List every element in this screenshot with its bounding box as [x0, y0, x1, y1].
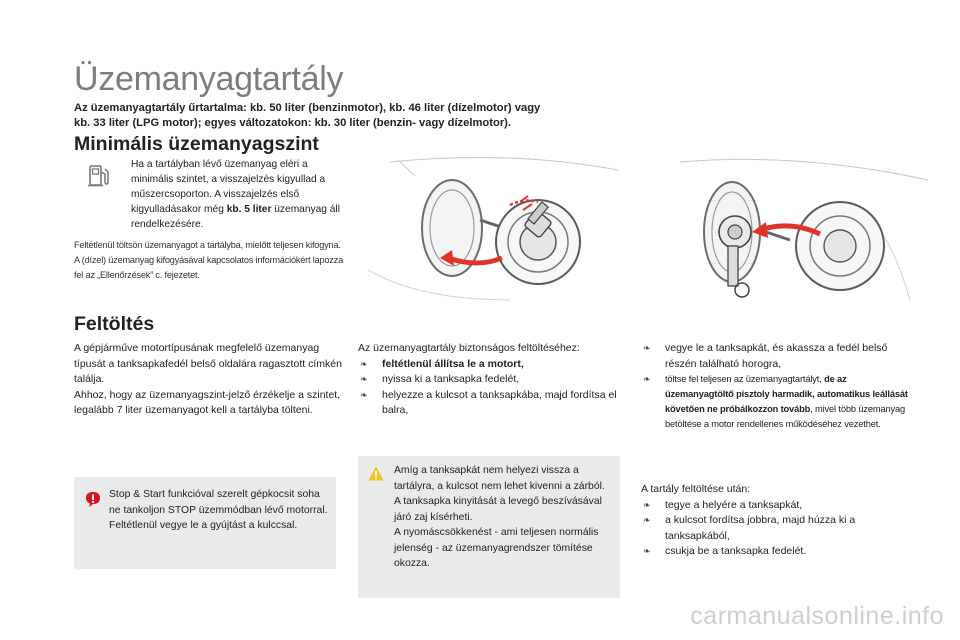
info-text-1: Amíg a tanksapkát nem helyezi vissza a tartályra, a kulcsot nem lehet kivenni a zárból. — [394, 465, 605, 492]
capacity-info — [74, 101, 614, 131]
procedure-step — [358, 357, 628, 373]
right-steps-block — [641, 341, 913, 432]
minimum-text-bold: kb. 5 liter — [226, 204, 272, 215]
info-text-2: A tanksapka kinyitását a levegő beszívásával járó zaj kísérheti. — [394, 496, 602, 523]
after-fill-step-text: a kulcsot fordítsa jobbra, majd húzza ki a tanksapkából, — [665, 514, 856, 542]
bullet-icon: ❧ — [360, 389, 368, 400]
after-fill-step — [641, 544, 913, 560]
info-text-3: A nyomáscsökkenést - ami teljesen normális jelenség - az üzemanyagrendszer tömítése okozza. — [394, 527, 599, 569]
after-fill-block — [641, 482, 913, 560]
procedure-steps — [358, 357, 628, 419]
note-diesel: A (dízel) üzemanyag kifogyásával kapcsolatos információkért lapozza fel az „Ellenőrzések” c. fejezetet. — [74, 255, 343, 280]
after-fill-step-text: csukja be a tanksapka fedelét. — [665, 545, 807, 557]
filling-para-2: Ahhoz, hogy az üzemanyagszint-jelző érzékelje a szintet, legalább 7 liter üzemanyagot kell a tartályba tölteni. — [74, 388, 341, 416]
procedure-block — [358, 341, 628, 419]
procedure-step-text: feltétlenül állítsa le a motort, — [382, 357, 524, 370]
after-fill-step — [641, 498, 913, 514]
bullet-icon: ❧ — [643, 546, 651, 556]
right-step-end: , mivel több üzemanyag betöltése a motor rendellenes működéséhez vezethet. — [665, 404, 906, 429]
bullet-icon: ❧ — [360, 374, 368, 384]
bullet-icon: ❧ — [360, 358, 368, 369]
filling-heading: Feltöltés — [74, 313, 155, 335]
note-refuel: Feltétlenül töltsön üzemanyagot a tartályba, mielőtt teljesen kifogyna. — [74, 240, 341, 250]
minimum-level-note — [74, 238, 344, 283]
bullet-icon: ❧ — [643, 343, 651, 353]
after-fill-step-text: tegye a helyére a tanksapkát, — [665, 498, 803, 511]
procedure-step — [358, 372, 628, 388]
procedure-intro: Az üzemanyagtartály biztonságos feltöltéséhez: — [358, 342, 580, 354]
filling-para-1: A gépjárműve motortípusának megfelelő üzemanyag típusát a tanksapkafedél belső oldalára ragasztott címkén találja. — [74, 342, 342, 385]
warning-icon — [83, 489, 103, 509]
procedure-step — [358, 388, 628, 419]
fuel-cap-removed-illustration — [640, 150, 930, 330]
bullet-icon: ❧ — [643, 499, 651, 510]
bullet-icon: ❧ — [643, 374, 651, 384]
capacity-line-1: Az üzemanyagtartály űrtartalma: kb. 50 liter (benzinmotor), kb. 46 liter (dízelmotor) vagy — [74, 102, 541, 114]
filling-text — [74, 341, 342, 419]
capacity-line-2: kb. 33 liter (LPG motor); egyes változatokon: kb. 30 liter (benzin- vagy dízelmotor). — [74, 117, 512, 129]
minimum-level-text — [131, 157, 341, 232]
right-step — [641, 341, 913, 372]
fuel-pump-icon — [86, 163, 112, 189]
info-icon — [367, 465, 385, 483]
minimum-text-end: üzemanyag áll rendelkezésére. — [131, 204, 340, 230]
right-step-text: töltse fel teljesen az üzemanyagtartályt, — [665, 374, 825, 384]
page-title: Üzemanyagtartály — [74, 60, 344, 98]
bullet-icon: ❧ — [643, 515, 651, 525]
procedure-step-text: helyezze a kulcsot a tanksapkába, majd fordítsa el balra, — [382, 388, 617, 416]
watermark: carmanualsonline.info — [690, 602, 944, 630]
after-fill-steps — [641, 498, 913, 560]
warning-text: Stop & Start funkcióval szerelt gépkocsit soha ne tankoljon STOP üzemmódban lévő motorral. Feltétlenül vegye le a gyújtást a kulccsal. — [109, 489, 328, 531]
after-fill-intro: A tartály feltöltése után: — [641, 483, 751, 495]
after-fill-step — [641, 513, 913, 544]
right-step — [641, 372, 913, 432]
fuel-cap-open-illustration — [360, 150, 622, 330]
procedure-step-text: nyissa ki a tanksapka fedelét, — [382, 373, 520, 385]
right-step-text: vegye le a tanksapkát, és akassza a fedél belső részén található horogra, — [665, 342, 888, 370]
right-step-bold: de az üzemanyagtöltő pisztoly harmadik, automatikus leállását követően ne próbálkozzon tovább — [665, 374, 908, 414]
minimum-level-heading: Minimális üzemanyagszint — [74, 133, 319, 155]
right-steps — [641, 341, 913, 432]
minimum-text-part: Ha a tartályban lévő üzemanyag eléri a minimális szintet, a visszajelzés kigyullad a műszercsoporton. A visszajelzés első kigyulladásakor még — [131, 159, 326, 215]
info-text — [394, 463, 612, 572]
